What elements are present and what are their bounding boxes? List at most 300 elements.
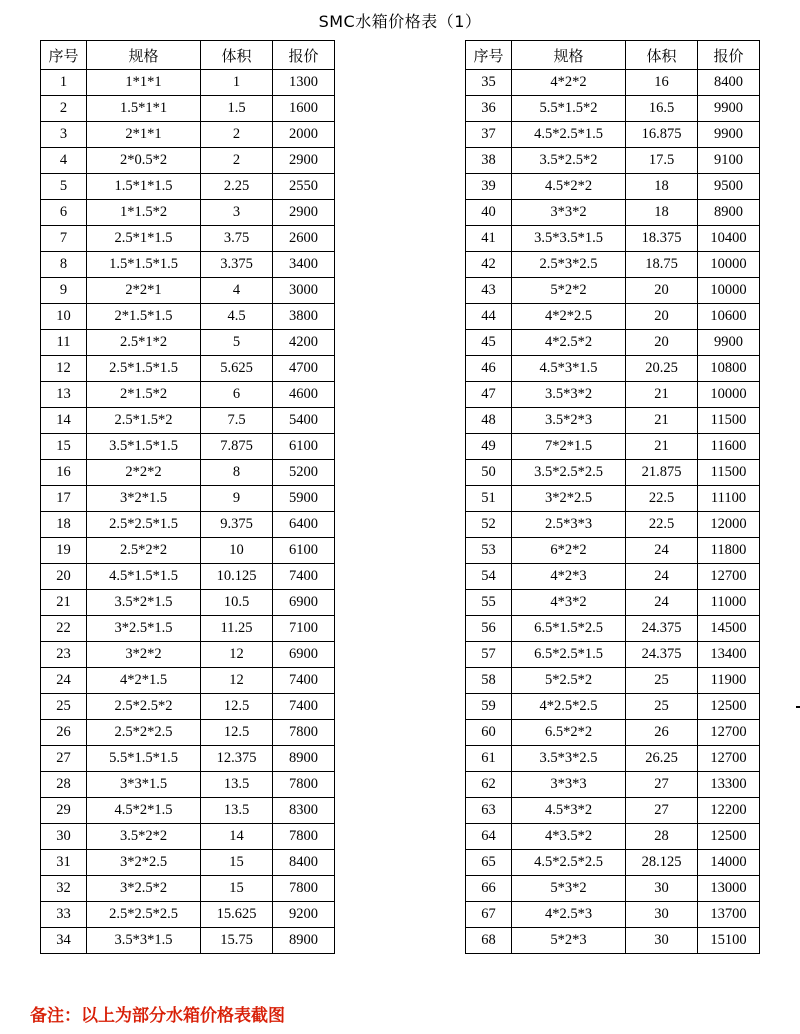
- table-row: [41, 564, 335, 590]
- table-row: [466, 824, 760, 850]
- table-row: [41, 278, 335, 304]
- column-header-spec: 规格: [512, 41, 626, 70]
- cell-volume: 21: [626, 434, 698, 460]
- cell-spec: 4.5*2.5*1.5: [512, 122, 626, 148]
- cell-price: 10600: [698, 304, 760, 330]
- cell-index: 20: [41, 564, 87, 590]
- cell-spec: 2.5*1*2: [87, 330, 201, 356]
- cell-volume: 27: [626, 798, 698, 824]
- column-header-index: 序号: [41, 41, 87, 70]
- cell-volume: 7.875: [201, 434, 273, 460]
- cell-spec: 4*2*2: [512, 70, 626, 96]
- cell-volume: 12.5: [201, 694, 273, 720]
- cell-price: 8900: [273, 928, 335, 954]
- cell-price: 15100: [698, 928, 760, 954]
- cell-spec: 3.5*2.5*2.5: [512, 460, 626, 486]
- cell-price: 7400: [273, 668, 335, 694]
- cell-volume: 4: [201, 278, 273, 304]
- cell-index: 1: [41, 70, 87, 96]
- cell-index: 5: [41, 174, 87, 200]
- cell-volume: 20: [626, 330, 698, 356]
- table-row: [466, 356, 760, 382]
- table-row: [466, 538, 760, 564]
- cell-volume: 24: [626, 564, 698, 590]
- cell-index: 14: [41, 408, 87, 434]
- cell-spec: 3*2*1.5: [87, 486, 201, 512]
- cell-index: 65: [466, 850, 512, 876]
- cell-index: 42: [466, 252, 512, 278]
- table-row: [41, 434, 335, 460]
- cell-spec: 2.5*1.5*1.5: [87, 356, 201, 382]
- table-row: [41, 668, 335, 694]
- cell-volume: 24: [626, 538, 698, 564]
- cell-volume: 16.5: [626, 96, 698, 122]
- cell-price: 12200: [698, 798, 760, 824]
- cell-price: 11600: [698, 434, 760, 460]
- cell-index: 56: [466, 616, 512, 642]
- table-row: [41, 174, 335, 200]
- table-row: [466, 772, 760, 798]
- cell-price: 12000: [698, 512, 760, 538]
- cell-spec: 3*2.5*1.5: [87, 616, 201, 642]
- table-row: [466, 252, 760, 278]
- cell-index: 2: [41, 96, 87, 122]
- cell-price: 12500: [698, 694, 760, 720]
- column-header-volume: 体积: [201, 41, 273, 70]
- cell-price: 13400: [698, 642, 760, 668]
- cell-index: 62: [466, 772, 512, 798]
- cell-volume: 22.5: [626, 512, 698, 538]
- cell-index: 54: [466, 564, 512, 590]
- cell-index: 44: [466, 304, 512, 330]
- cell-spec: 2.5*1.5*2: [87, 408, 201, 434]
- cell-volume: 12.5: [201, 720, 273, 746]
- table-row: [41, 694, 335, 720]
- cell-volume: 21: [626, 382, 698, 408]
- cell-price: 11500: [698, 408, 760, 434]
- cell-spec: 7*2*1.5: [512, 434, 626, 460]
- table-row: [466, 330, 760, 356]
- cell-volume: 15.75: [201, 928, 273, 954]
- cell-price: 10000: [698, 252, 760, 278]
- cell-volume: 8: [201, 460, 273, 486]
- table-row: [466, 200, 760, 226]
- cell-spec: 2*1*1: [87, 122, 201, 148]
- cell-spec: 3*2*2.5: [87, 850, 201, 876]
- table-row: [41, 330, 335, 356]
- table-row: [41, 226, 335, 252]
- cell-index: 46: [466, 356, 512, 382]
- table-row: [466, 408, 760, 434]
- cell-index: 6: [41, 200, 87, 226]
- cell-spec: 1.5*1*1: [87, 96, 201, 122]
- cell-spec: 2.5*1*1.5: [87, 226, 201, 252]
- cell-spec: 5*2*2: [512, 278, 626, 304]
- cell-index: 49: [466, 434, 512, 460]
- table-row: [41, 70, 335, 96]
- table-row: [466, 798, 760, 824]
- price-table-right: [465, 40, 760, 954]
- table-row: [466, 122, 760, 148]
- cell-price: 10400: [698, 226, 760, 252]
- cell-price: 9500: [698, 174, 760, 200]
- cell-volume: 22.5: [626, 486, 698, 512]
- cell-volume: 2: [201, 148, 273, 174]
- cell-price: 6900: [273, 590, 335, 616]
- cell-spec: 3.5*3*2: [512, 382, 626, 408]
- cell-price: 2900: [273, 148, 335, 174]
- cell-price: 9900: [698, 96, 760, 122]
- cell-index: 27: [41, 746, 87, 772]
- cell-spec: 5*2*3: [512, 928, 626, 954]
- table-row: [466, 928, 760, 954]
- cell-spec: 2.5*2.5*2.5: [87, 902, 201, 928]
- cell-index: 25: [41, 694, 87, 720]
- cell-spec: 4.5*3*2: [512, 798, 626, 824]
- cell-spec: 3.5*1.5*1.5: [87, 434, 201, 460]
- table-row: [41, 850, 335, 876]
- cell-index: 64: [466, 824, 512, 850]
- cell-price: 9900: [698, 122, 760, 148]
- cell-index: 51: [466, 486, 512, 512]
- cell-price: 5400: [273, 408, 335, 434]
- cell-spec: 3.5*3.5*1.5: [512, 226, 626, 252]
- table-row: [41, 486, 335, 512]
- cell-volume: 16: [626, 70, 698, 96]
- price-table-right-body: [466, 70, 760, 954]
- table-row: [41, 798, 335, 824]
- table-row: [466, 564, 760, 590]
- cell-volume: 2.25: [201, 174, 273, 200]
- cell-volume: 27: [626, 772, 698, 798]
- cell-volume: 3.75: [201, 226, 273, 252]
- cell-price: 11900: [698, 668, 760, 694]
- cell-volume: 12.375: [201, 746, 273, 772]
- cell-index: 35: [466, 70, 512, 96]
- cell-spec: 4*2.5*3: [512, 902, 626, 928]
- cell-price: 11800: [698, 538, 760, 564]
- cell-spec: 2.5*2*2: [87, 538, 201, 564]
- cell-price: 7800: [273, 876, 335, 902]
- cell-spec: 2*2*1: [87, 278, 201, 304]
- cell-index: 57: [466, 642, 512, 668]
- cell-price: 2550: [273, 174, 335, 200]
- table-row: [466, 590, 760, 616]
- cell-price: 3400: [273, 252, 335, 278]
- cell-spec: 3.5*2*1.5: [87, 590, 201, 616]
- cell-spec: 2*1.5*2: [87, 382, 201, 408]
- cell-volume: 24: [626, 590, 698, 616]
- cell-volume: 30: [626, 902, 698, 928]
- cell-index: 55: [466, 590, 512, 616]
- cell-price: 3800: [273, 304, 335, 330]
- cell-volume: 14: [201, 824, 273, 850]
- cell-index: 37: [466, 122, 512, 148]
- table-row: [466, 486, 760, 512]
- cell-index: 11: [41, 330, 87, 356]
- cell-index: 68: [466, 928, 512, 954]
- table-row: [466, 460, 760, 486]
- cell-spec: 4.5*3*1.5: [512, 356, 626, 382]
- table-row: [466, 226, 760, 252]
- cell-spec: 6.5*2.5*1.5: [512, 642, 626, 668]
- cell-volume: 30: [626, 928, 698, 954]
- cell-index: 9: [41, 278, 87, 304]
- cell-volume: 5.625: [201, 356, 273, 382]
- cell-spec: 5.5*1.5*1.5: [87, 746, 201, 772]
- cell-price: 13000: [698, 876, 760, 902]
- cell-price: 9100: [698, 148, 760, 174]
- cell-volume: 9.375: [201, 512, 273, 538]
- cell-index: 10: [41, 304, 87, 330]
- cell-price: 12500: [698, 824, 760, 850]
- price-table-left: [40, 40, 335, 954]
- cell-volume: 5: [201, 330, 273, 356]
- cell-index: 28: [41, 772, 87, 798]
- table-row: [41, 642, 335, 668]
- cell-index: 16: [41, 460, 87, 486]
- cell-volume: 13.5: [201, 798, 273, 824]
- cell-spec: 2.5*2.5*1.5: [87, 512, 201, 538]
- cell-spec: 4.5*2*2: [512, 174, 626, 200]
- cell-index: 38: [466, 148, 512, 174]
- cell-spec: 6.5*1.5*2.5: [512, 616, 626, 642]
- page-title: SMC水箱价格表（1）: [318, 12, 482, 31]
- column-header-spec: 规格: [87, 41, 201, 70]
- cell-index: 43: [466, 278, 512, 304]
- cell-volume: 6: [201, 382, 273, 408]
- cell-price: 10000: [698, 382, 760, 408]
- table-row: [41, 356, 335, 382]
- table-row: [466, 174, 760, 200]
- cell-price: 4700: [273, 356, 335, 382]
- cell-price: 8900: [273, 746, 335, 772]
- cell-volume: 12: [201, 642, 273, 668]
- cell-price: 1600: [273, 96, 335, 122]
- cell-index: 18: [41, 512, 87, 538]
- cell-volume: 7.5: [201, 408, 273, 434]
- cell-price: 2900: [273, 200, 335, 226]
- cell-volume: 4.5: [201, 304, 273, 330]
- table-row: [41, 200, 335, 226]
- cell-volume: 3.375: [201, 252, 273, 278]
- cell-index: 36: [466, 96, 512, 122]
- cell-index: 31: [41, 850, 87, 876]
- table-header-row: [466, 41, 760, 70]
- cell-price: 6100: [273, 434, 335, 460]
- cell-index: 24: [41, 668, 87, 694]
- cell-price: 10800: [698, 356, 760, 382]
- cell-index: 67: [466, 902, 512, 928]
- cell-volume: 17.5: [626, 148, 698, 174]
- cell-volume: 21: [626, 408, 698, 434]
- table-row: [41, 928, 335, 954]
- cell-volume: 18.375: [626, 226, 698, 252]
- cell-price: 7800: [273, 772, 335, 798]
- cell-spec: 6.5*2*2: [512, 720, 626, 746]
- table-row: [41, 824, 335, 850]
- table-row: [41, 616, 335, 642]
- cell-spec: 4*2.5*2: [512, 330, 626, 356]
- table-row: [41, 148, 335, 174]
- cell-volume: 18: [626, 200, 698, 226]
- cell-index: 53: [466, 538, 512, 564]
- table-row: [466, 850, 760, 876]
- cell-price: 13700: [698, 902, 760, 928]
- cell-index: 48: [466, 408, 512, 434]
- table-row: [41, 590, 335, 616]
- cell-index: 32: [41, 876, 87, 902]
- cell-spec: 2*2*2: [87, 460, 201, 486]
- cell-price: 7800: [273, 824, 335, 850]
- table-row: [466, 642, 760, 668]
- cell-price: 9200: [273, 902, 335, 928]
- cell-spec: 4*2.5*2.5: [512, 694, 626, 720]
- cell-spec: 2.5*3*3: [512, 512, 626, 538]
- price-table-left-body: [41, 70, 335, 954]
- column-header-index: 序号: [466, 41, 512, 70]
- cell-price: 9900: [698, 330, 760, 356]
- cell-index: 40: [466, 200, 512, 226]
- table-row: [41, 876, 335, 902]
- cell-index: 52: [466, 512, 512, 538]
- cell-volume: 10.5: [201, 590, 273, 616]
- cell-price: 4200: [273, 330, 335, 356]
- cell-spec: 3*2.5*2: [87, 876, 201, 902]
- cell-spec: 3.5*2*2: [87, 824, 201, 850]
- cell-index: 23: [41, 642, 87, 668]
- cell-spec: 4.5*2*1.5: [87, 798, 201, 824]
- cell-index: 17: [41, 486, 87, 512]
- cell-price: 4600: [273, 382, 335, 408]
- cell-spec: 3*2*2: [87, 642, 201, 668]
- cell-price: 12700: [698, 564, 760, 590]
- table-row: [466, 148, 760, 174]
- cell-spec: 1.5*1*1.5: [87, 174, 201, 200]
- cell-spec: 6*2*2: [512, 538, 626, 564]
- cell-price: 5900: [273, 486, 335, 512]
- table-row: [41, 382, 335, 408]
- cell-volume: 28: [626, 824, 698, 850]
- cell-index: 41: [466, 226, 512, 252]
- cell-volume: 25: [626, 694, 698, 720]
- cell-price: 12700: [698, 746, 760, 772]
- page-edge-mark: [796, 706, 800, 708]
- table-row: [41, 252, 335, 278]
- cell-index: 34: [41, 928, 87, 954]
- cell-index: 13: [41, 382, 87, 408]
- cell-price: 6900: [273, 642, 335, 668]
- cell-index: 22: [41, 616, 87, 642]
- cell-spec: 3.5*3*1.5: [87, 928, 201, 954]
- cell-price: 1300: [273, 70, 335, 96]
- cell-spec: 3*3*1.5: [87, 772, 201, 798]
- cell-volume: 18: [626, 174, 698, 200]
- cell-volume: 10: [201, 538, 273, 564]
- cell-index: 21: [41, 590, 87, 616]
- cell-index: 19: [41, 538, 87, 564]
- cell-volume: 1.5: [201, 96, 273, 122]
- cell-volume: 20: [626, 304, 698, 330]
- cell-volume: 16.875: [626, 122, 698, 148]
- cell-volume: 9: [201, 486, 273, 512]
- cell-spec: 3*2*2.5: [512, 486, 626, 512]
- cell-price: 8400: [273, 850, 335, 876]
- cell-volume: 26.25: [626, 746, 698, 772]
- cell-volume: 3: [201, 200, 273, 226]
- cell-index: 29: [41, 798, 87, 824]
- cell-price: 2600: [273, 226, 335, 252]
- cell-index: 66: [466, 876, 512, 902]
- cell-spec: 2.5*3*2.5: [512, 252, 626, 278]
- cell-volume: 1: [201, 70, 273, 96]
- cell-index: 8: [41, 252, 87, 278]
- cell-index: 63: [466, 798, 512, 824]
- cell-volume: 28.125: [626, 850, 698, 876]
- cell-price: 5200: [273, 460, 335, 486]
- cell-price: 6400: [273, 512, 335, 538]
- table-row: [41, 772, 335, 798]
- table-row: [466, 278, 760, 304]
- cell-index: 47: [466, 382, 512, 408]
- cell-index: 3: [41, 122, 87, 148]
- table-row: [466, 434, 760, 460]
- cell-volume: 15: [201, 876, 273, 902]
- cell-spec: 4*3*2: [512, 590, 626, 616]
- cell-volume: 20.25: [626, 356, 698, 382]
- cell-price: 11500: [698, 460, 760, 486]
- table-row: [41, 720, 335, 746]
- cell-spec: 4.5*2.5*2.5: [512, 850, 626, 876]
- cell-volume: 12: [201, 668, 273, 694]
- cell-price: 8400: [698, 70, 760, 96]
- table-row: [466, 876, 760, 902]
- cell-index: 15: [41, 434, 87, 460]
- cell-spec: 2.5*2*2.5: [87, 720, 201, 746]
- cell-index: 39: [466, 174, 512, 200]
- cell-spec: 3.5*2.5*2: [512, 148, 626, 174]
- cell-index: 59: [466, 694, 512, 720]
- cell-spec: 1*1*1: [87, 70, 201, 96]
- table-row: [41, 902, 335, 928]
- cell-volume: 15: [201, 850, 273, 876]
- cell-price: 11100: [698, 486, 760, 512]
- cell-volume: 13.5: [201, 772, 273, 798]
- cell-price: 14500: [698, 616, 760, 642]
- cell-index: 12: [41, 356, 87, 382]
- cell-spec: 5.5*1.5*2: [512, 96, 626, 122]
- cell-spec: 4*3.5*2: [512, 824, 626, 850]
- cell-index: 50: [466, 460, 512, 486]
- table-row: [41, 122, 335, 148]
- table-row: [466, 902, 760, 928]
- cell-volume: 30: [626, 876, 698, 902]
- cell-spec: 4*2*3: [512, 564, 626, 590]
- cell-volume: 25: [626, 668, 698, 694]
- table-row: [466, 382, 760, 408]
- cell-volume: 11.25: [201, 616, 273, 642]
- cell-index: 26: [41, 720, 87, 746]
- cell-price: 8300: [273, 798, 335, 824]
- cell-spec: 4*2*2.5: [512, 304, 626, 330]
- table-row: [41, 304, 335, 330]
- cell-price: 3000: [273, 278, 335, 304]
- table-row: [466, 746, 760, 772]
- table-row: [466, 96, 760, 122]
- cell-price: 13300: [698, 772, 760, 798]
- cell-price: 7800: [273, 720, 335, 746]
- cell-price: 12700: [698, 720, 760, 746]
